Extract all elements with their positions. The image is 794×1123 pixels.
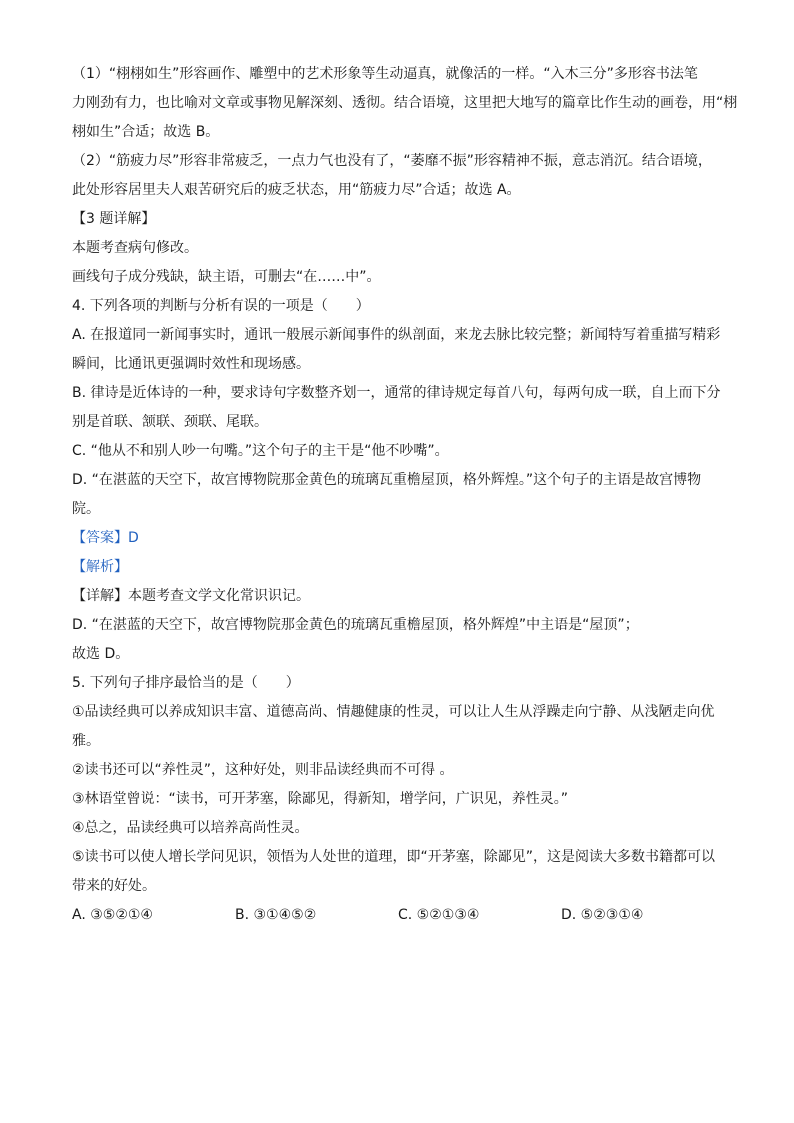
paragraph-xj4 [72,582,724,611]
question-5-options [72,901,724,930]
paragraph-p3 [72,234,724,263]
paragraph-s2 [72,756,724,785]
paragraph-p4 [72,263,724,292]
text-line: 【3 题详解】 [72,211,156,227]
text-line: A. 在报道同一新闻事实时，通讯一般展示新闻事件的纵剖面，来龙去脉比较完整；新闻特写着重描写精彩 [72,327,721,343]
paragraph-jx4 [72,553,724,582]
option-a: A. ③⑤②①④ [72,907,153,923]
text-line: 本题考查病句修改。 [72,240,198,256]
text-line: 此处形容居里夫人艰苦研究后的疲乏状态，用“筋疲力尽”合适；故选 A。 [72,182,521,198]
paragraph-q4a [72,321,724,379]
text-line: ③林语堂曾说：“读书，可开茅塞，除鄙见，得新知，增学问，广识见，养性灵。” [72,791,569,807]
text-line: 【解析】 [72,559,128,575]
text-line: 瞬间，比通讯更强调时效性和现场感。 [72,356,310,372]
text-line: D. “在湛蓝的天空下，故宫博物院那金黄色的琉璃瓦重檐屋顶，格外辉煌”中主语是“屋顶”； [72,617,639,633]
paragraph-d4 [72,611,724,640]
text-line: B. 律诗是近体诗的一种，要求诗句字数整齐划一，通常的律诗规定每首八句，每两句成一联，自上而下分 [72,385,721,401]
text-line: 5. 下列句子排序最恰当的是（ ） [72,675,300,691]
text-line: 画线句子成分残缺，缺主语，可删去“在……中”。 [72,269,381,285]
text-line: ④总之，品读经典可以培养高尚性灵。 [72,820,309,836]
option-d: D. ⑤②③①④ [561,907,644,923]
text-line: 栩如生”合适；故选 B。 [72,124,220,140]
text-line: （2）“筋疲力尽”形容非常疲乏，一点力气也没有了，“萎靡不振”形容精神不振，意志消沉。结合语境， [72,153,712,169]
text-line: 力刚劲有力，也比喻对文章或事物见解深刻、透彻。结合语境，这里把大地写的篇章比作生动的画卷，用“栩 [72,95,738,111]
text-line: ⑤读书可以使人增长学问见识，领悟为人处世的道理，即“开茅塞，除鄙见”，这是阅读大多数书籍都可以 [72,849,716,865]
paragraph-q4b [72,379,724,437]
document-page [72,60,738,930]
text-line: 带来的好处。 [72,878,156,894]
paragraph-q4 [72,292,724,321]
text-line: D. “在湛蓝的天空下，故宫博物院那金黄色的琉璃瓦重檐屋顶，格外辉煌。”这个句子的主语是故宫博物 [72,472,702,488]
option-b: B. ③①④⑤② [235,907,317,923]
paragraph-s4 [72,814,724,843]
text-line: 【详解】本题考查文学文化常识识记。 [72,588,310,604]
text-line: 【答案】D [72,530,139,546]
text-line: ②读书还可以“养性灵”，这种好处，则非品读经典而不可得 。 [72,762,454,778]
paragraph-p2 [72,147,724,205]
paragraph-ans4 [72,524,724,553]
paragraph-sel4 [72,640,724,669]
document-content [72,60,738,901]
text-line: （1）“栩栩如生”形容画作、雕塑中的艺术形象等生动逼真，就像活的一样。“入木三分”多形容书法笔 [72,66,698,82]
text-line: C. “他从不和别人吵一句嘴。”这个句子的主干是“他不吵嘴”。 [72,443,449,459]
text-line: 4. 下列各项的判断与分析有误的一项是（ ） [72,298,370,314]
option-c: C. ⑤②①③④ [398,907,480,923]
paragraph-p1 [72,60,738,147]
paragraph-q4c [72,437,724,466]
text-line: 院。 [72,501,100,517]
paragraph-s5 [72,843,724,901]
paragraph-q4d [72,466,724,524]
paragraph-s3 [72,785,724,814]
text-line: ①品读经典可以养成知识丰富、道德高尚、情趣健康的性灵，可以让人生从浮躁走向宁静、从浅陋走向优 [72,704,715,720]
paragraph-q5 [72,669,724,698]
text-line: 雅。 [72,733,100,749]
paragraph-s1 [72,698,724,756]
text-line: 别是首联、颔联、颈联、尾联。 [72,414,268,430]
paragraph-h3 [72,205,724,234]
text-line: 故选 D。 [72,646,130,662]
